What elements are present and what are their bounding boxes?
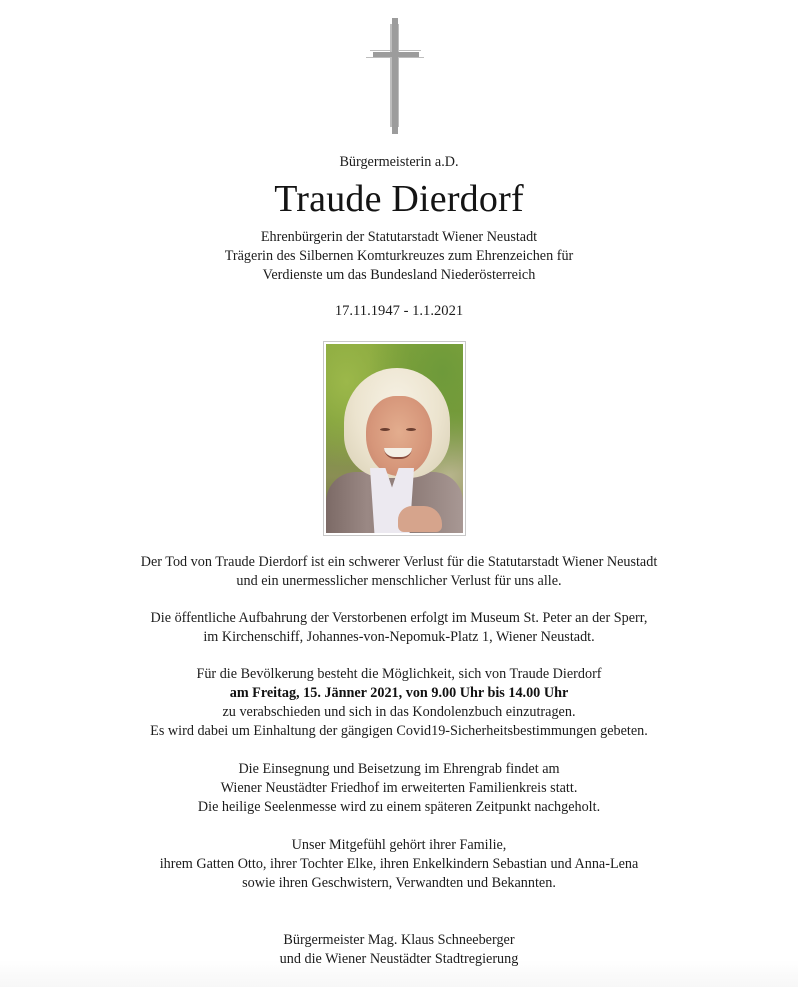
viewing-date-time: am Freitag, 15. Jänner 2021, von 9.00 Uhr bis 14.00 Uhr bbox=[229, 685, 569, 701]
body-text: Der Tod von Traude Dierdorf ist ein schwerer Verlust für die Statutarstadt Wiener Neustadt bbox=[140, 554, 658, 570]
honor-line: Ehrenbürgerin der Statutarstadt Wiener Neustadt bbox=[260, 229, 538, 245]
body-text: Unser Mitgefühl gehört ihrer Familie, bbox=[291, 837, 507, 853]
signature-line: Bürgermeister Mag. Klaus Schneeberger bbox=[283, 932, 515, 948]
portrait-frame bbox=[323, 341, 466, 536]
honor-line: Trägerin des Silbernen Komturkreuzes zum Ehrenzeichen für bbox=[224, 248, 574, 264]
body-text: Die öffentliche Aufbahrung der Verstorbenen erfolgt im Museum St. Peter an der Sperr, bbox=[150, 610, 648, 626]
body-text: Für die Bevölkerung besteht die Möglichkeit, sich von Traude Dierdorf bbox=[196, 666, 602, 682]
pre-title: Bürgermeisterin a.D. bbox=[339, 154, 459, 170]
deceased-name: Traude Dierdorf bbox=[274, 178, 524, 220]
body-text: ihrem Gatten Otto, ihrer Tochter Elke, ihren Enkelkindern Sebastian und Anna-Lena bbox=[159, 856, 639, 872]
photo-hand bbox=[398, 506, 442, 532]
photo-eye bbox=[406, 428, 416, 431]
body-text: Wiener Neustädter Friedhof im erweiterten Familienkreis statt. bbox=[220, 780, 578, 796]
body-text: im Kirchenschiff, Johannes-von-Nepomuk-Platz 1, Wiener Neustadt. bbox=[203, 629, 595, 645]
photo-face bbox=[366, 396, 432, 476]
body-text: Es wird dabei um Einhaltung der gängigen Covid19-Sicherheitsbestimmungen gebeten. bbox=[150, 723, 648, 739]
portrait-photo bbox=[326, 344, 463, 533]
body-text: Die heilige Seelenmesse wird zu einem späteren Zeitpunkt nachgeholt. bbox=[197, 799, 601, 815]
honor-line: Verdienste um das Bundesland Niederösterreich bbox=[262, 267, 536, 283]
body-text: Die Einsegnung und Beisetzung im Ehrengrab findet am bbox=[238, 761, 560, 777]
cross-icon bbox=[366, 18, 424, 134]
photo-eye bbox=[380, 428, 390, 431]
cross-vertical-bar bbox=[392, 18, 398, 134]
cross-horizontal-bar bbox=[373, 52, 419, 57]
body-text: und ein unermesslicher menschlicher Verlust für uns alle. bbox=[236, 573, 562, 589]
life-dates: 17.11.1947 - 1.1.2021 bbox=[334, 303, 464, 319]
signature-line: und die Wiener Neustädter Stadtregierung bbox=[279, 951, 519, 967]
body-text: zu verabschieden und sich in das Kondolenzbuch einzutragen. bbox=[222, 704, 576, 720]
body-text: sowie ihren Geschwistern, Verwandten und Bekannten. bbox=[242, 875, 556, 891]
